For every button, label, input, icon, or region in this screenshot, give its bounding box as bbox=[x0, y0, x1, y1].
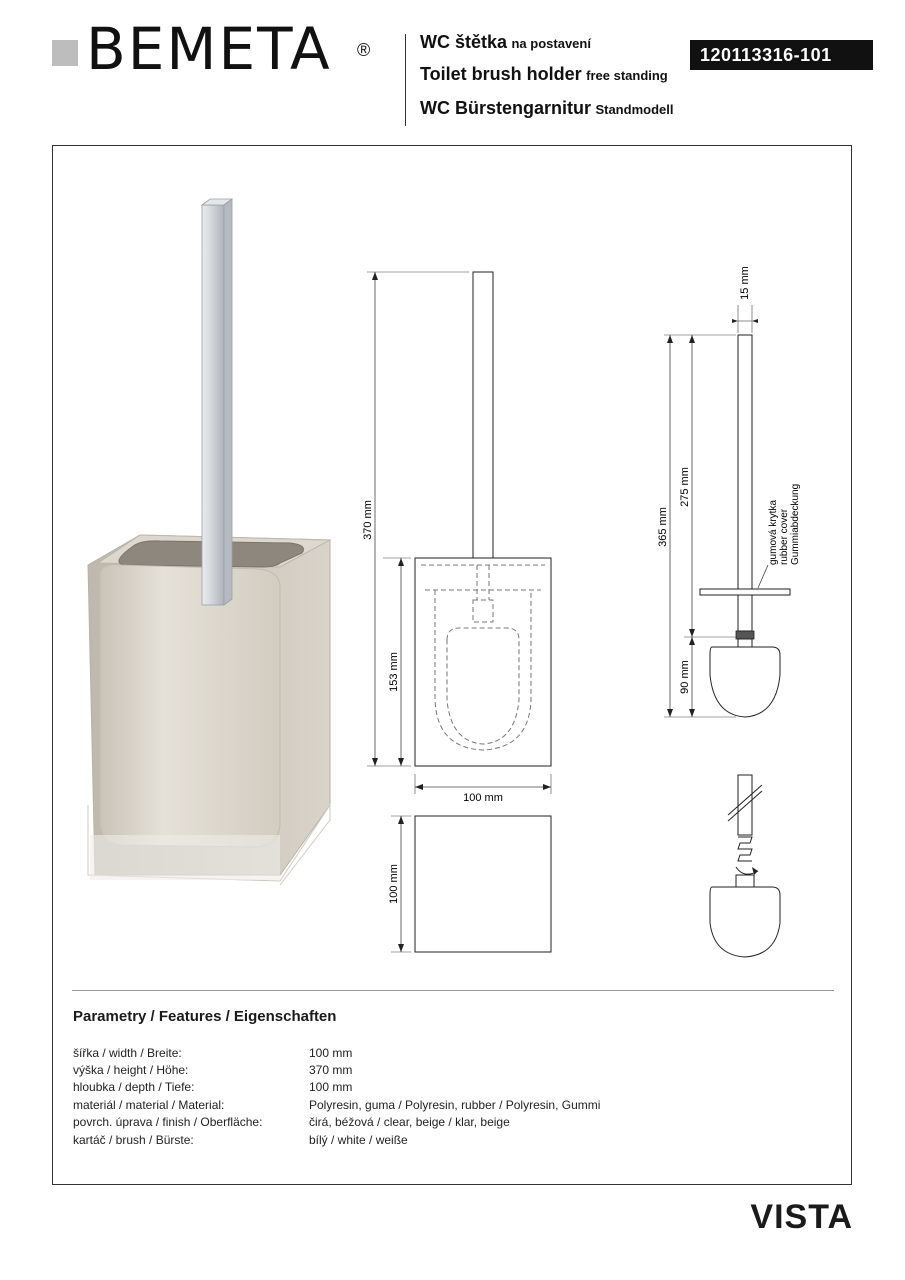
title-cz-main: WC štětka bbox=[420, 32, 508, 52]
product-code: 120113316-101 bbox=[690, 40, 873, 70]
brush-detail-drawing bbox=[640, 255, 840, 975]
rubber-cover-de: Gummiabdeckung bbox=[790, 483, 801, 565]
series-name: VISTA bbox=[750, 1198, 853, 1236]
rubber-cover-cz: gumová krytka bbox=[768, 499, 779, 565]
front-view-drawing bbox=[355, 260, 575, 980]
feature-value: 100 mm bbox=[309, 1046, 353, 1060]
section-divider bbox=[72, 990, 834, 991]
logo-square bbox=[52, 40, 78, 66]
feature-label: kartáč / brush / Bürste: bbox=[73, 1133, 194, 1147]
feature-label: výška / height / Höhe: bbox=[73, 1063, 189, 1077]
feature-value: bílý / white / weiße bbox=[309, 1133, 408, 1147]
product-illustration bbox=[80, 195, 360, 895]
title-en-sub: free standing bbox=[586, 68, 668, 83]
dim-cap: 15 mm bbox=[739, 266, 751, 300]
brand-logo: BEMETA bbox=[86, 15, 332, 83]
feature-label: materiál / material / Material: bbox=[73, 1098, 225, 1112]
feature-value: 100 mm bbox=[309, 1080, 353, 1094]
feature-value: čirá, béžová / clear, beige / klar, beige bbox=[309, 1115, 510, 1129]
dim-container-height: 153 mm bbox=[388, 652, 400, 692]
dim-brush-length: 365 mm bbox=[657, 507, 669, 547]
header-divider bbox=[405, 34, 406, 126]
feature-label: povrch. úprava / finish / Oberfläche: bbox=[73, 1115, 263, 1129]
features-title: Parametry / Features / Eigenschaften bbox=[73, 1008, 337, 1025]
feature-label: šířka / width / Breite: bbox=[73, 1046, 182, 1060]
title-de bbox=[420, 98, 673, 119]
feature-value: 370 mm bbox=[309, 1063, 353, 1077]
title-en bbox=[420, 64, 668, 85]
feature-label: hloubka / depth / Tiefe: bbox=[73, 1080, 195, 1094]
dim-head-height: 90 mm bbox=[679, 660, 691, 694]
title-cz bbox=[420, 32, 591, 53]
title-cz-sub: na postavení bbox=[511, 36, 591, 51]
dim-handle-length: 275 mm bbox=[679, 467, 691, 507]
title-en-main: Toilet brush holder bbox=[420, 64, 582, 84]
dim-height-total: 370 mm bbox=[362, 500, 374, 540]
feature-value: Polyresin, guma / Polyresin, rubber / Polyresin, Gummi bbox=[309, 1098, 601, 1112]
registered-mark: ® bbox=[357, 40, 371, 60]
title-de-main: WC Bürstengarnitur bbox=[420, 98, 591, 118]
rubber-cover-en: rubber cover bbox=[779, 508, 790, 565]
dim-width: 100 mm bbox=[463, 792, 503, 804]
dim-depth: 100 mm bbox=[388, 864, 400, 904]
title-de-sub: Standmodell bbox=[595, 102, 674, 117]
